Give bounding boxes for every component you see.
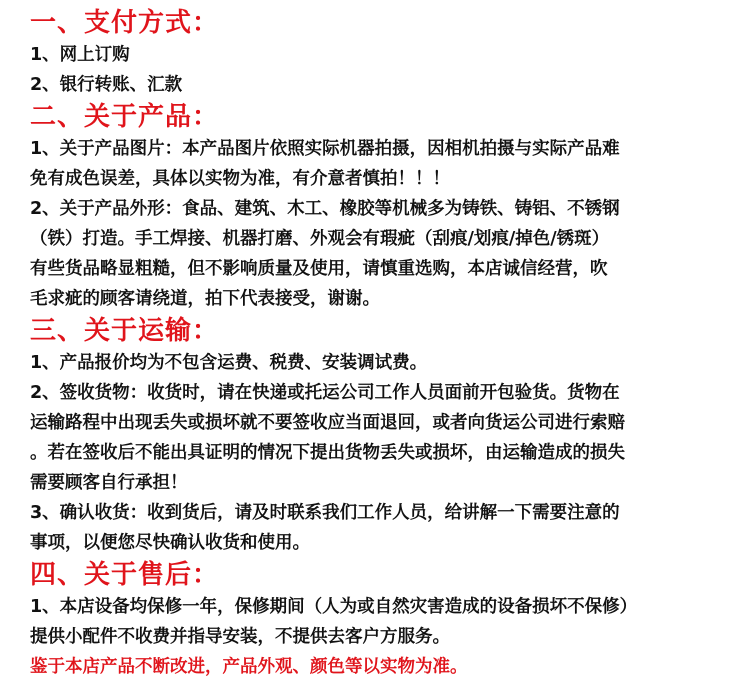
section-line: 1、关于产品图片：本产品图片依照实际机器拍摄，因相机拍摄与实际产品难 bbox=[30, 139, 620, 159]
section-payment bbox=[30, 6, 722, 100]
section-heading: 二、关于产品： bbox=[30, 102, 220, 132]
section-heading: 三、关于运输： bbox=[30, 316, 220, 346]
section-line: 2、签收货物：收货时，请在快递或托运公司工作人员面前开包验货。货物在 bbox=[30, 383, 620, 403]
section-line: 1、网上订购 bbox=[30, 45, 130, 65]
section-line: 2、关于产品外形：食品、建筑、木工、橡胶等机械多为铸铁、铸铝、不锈钢 bbox=[30, 199, 620, 219]
section-line: 有些货品略显粗糙，但不影响质量及使用，请慎重选购，本店诚信经营，吹 bbox=[30, 259, 608, 279]
section-line: 3、确认收货：收到货后，请及时联系我们工作人员，给讲解一下需要注意的 bbox=[30, 503, 620, 523]
section-line: 。若在签收后不能出具证明的情况下提出货物丢失或损坏，由运输造成的损失 bbox=[30, 443, 625, 463]
section-line: （铁）打造。手工焊接、机器打磨、外观会有瑕疵（刮痕/划痕/掉色/锈斑） bbox=[30, 229, 610, 249]
section-line: 2、银行转账、汇款 bbox=[30, 75, 183, 95]
section-line: 提供小配件不收费并指导安装，不提供去客户方服务。 bbox=[30, 627, 450, 647]
section-line: 需要顾客自行承担！ bbox=[30, 473, 188, 493]
section-line: 免有成色误差，具体以实物为准，有介意者慎拍！！！ bbox=[30, 169, 450, 189]
section-shipping bbox=[30, 314, 722, 558]
section-heading: 四、关于售后： bbox=[30, 560, 220, 590]
section-line: 运输路程中出现丢失或损坏就不要签收应当面退回，或者向货运公司进行索赔 bbox=[30, 413, 625, 433]
notice-text: 鉴于本店产品不断改进，产品外观、颜色等以实物为准。 bbox=[30, 657, 468, 677]
section-heading: 一、支付方式： bbox=[30, 8, 220, 38]
section-line: 毛求疵的顾客请绕道，拍下代表接受，谢谢。 bbox=[30, 289, 380, 309]
section-product bbox=[30, 100, 722, 314]
section-line: 1、本店设备均保修一年，保修期间（人为或自然灾害造成的设备损坏不保修） bbox=[30, 597, 638, 617]
section-after-sales bbox=[30, 558, 722, 652]
section-line: 事项，以便您尽快确认收货和使用。 bbox=[30, 533, 310, 553]
section-line: 1、产品报价均为不包含运费、税费、安装调试费。 bbox=[30, 353, 428, 373]
